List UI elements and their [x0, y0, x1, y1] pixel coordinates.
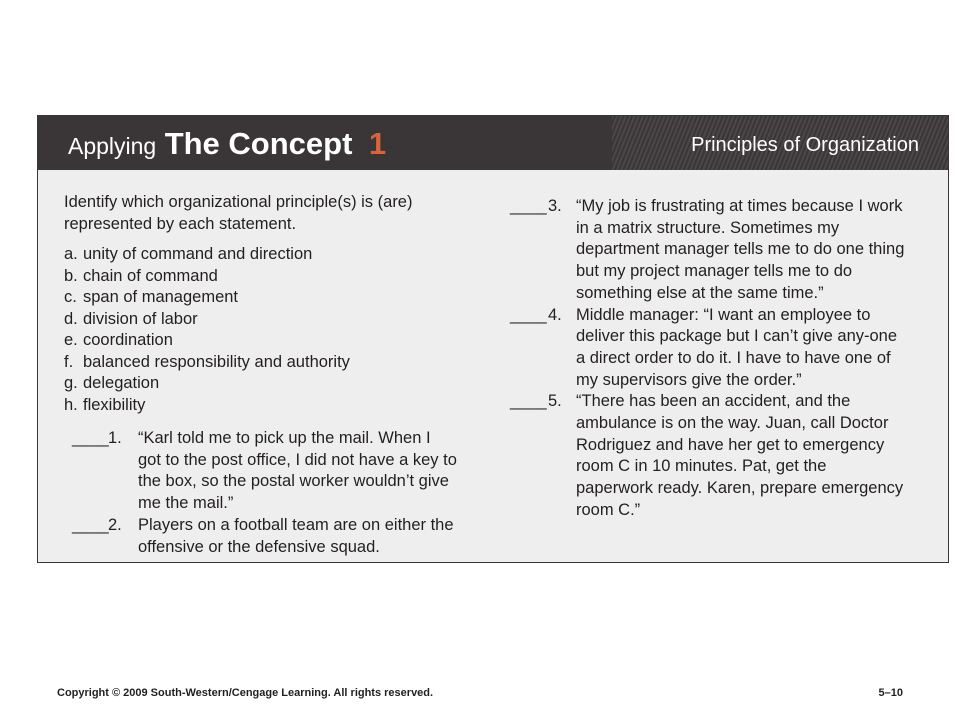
option-item [64, 266, 484, 288]
option-letter: f. [64, 352, 74, 371]
option-text: flexibility [83, 395, 146, 414]
option-letter: d. [64, 309, 78, 328]
question-number: 1. [108, 429, 122, 447]
questions-left [72, 428, 492, 558]
title-prefix: Applying [68, 133, 157, 159]
question-item [510, 196, 930, 305]
option-letter: b. [64, 266, 78, 285]
option-text: balanced responsibility and authority [83, 352, 350, 371]
question-number: 4. [548, 305, 562, 324]
option-item [64, 352, 484, 374]
option-text: span of management [83, 288, 239, 306]
question-item [510, 391, 930, 521]
questions-right [510, 196, 930, 522]
answer-blank: ____ [72, 515, 109, 534]
option-letter: c. [64, 288, 77, 306]
question-number: 5. [548, 392, 562, 411]
option-text: delegation [83, 374, 160, 392]
question-item [72, 515, 492, 558]
copyright-notice: Copyright © 2009 South-Western/Cengage Learning. All rights reserved. [57, 687, 434, 699]
option-letter: a. [64, 245, 78, 263]
answer-blank: ____ [510, 305, 547, 324]
question-text: Middle manager: “I want an employee to deliver this package but I can’t give any-one a direct order to do it. I have to have one of my supervisors give the order.” [576, 305, 898, 389]
question-number: 2. [108, 515, 122, 534]
answer-blank: ____ [510, 392, 547, 411]
option-item [64, 309, 484, 331]
option-item [64, 244, 484, 266]
option-text: coordination [83, 331, 173, 349]
option-text: chain of command [83, 266, 218, 285]
option-item [64, 287, 484, 309]
option-item [64, 395, 484, 417]
question-text: Players on a football team are on either the offensive or the defensive squad. [138, 515, 454, 556]
answer-blank: ____ [510, 197, 547, 215]
option-letter: g. [64, 374, 78, 392]
question-text: “My job is frustrating at times because I work in a matrix structure. Sometimes my department manager tells me to do one thing but my project manager tells me to do something else at the same time.” [576, 197, 905, 302]
question-item [72, 428, 492, 515]
option-item [64, 330, 484, 352]
instructions: Identify which organizational principle(s) is (are) represented by each statement. [64, 193, 413, 233]
option-letter: e. [64, 331, 78, 349]
option-text: division of labor [83, 309, 198, 328]
answer-blank: ____ [72, 429, 109, 447]
question-item [510, 305, 930, 392]
question-text: “There has been an accident, and the ambulance is on the way. Juan, call Doctor Rodriguez and have her get to emergency room C in 10 minutes. Pat, get the paperwork ready. Karen, prepare emergency room C.” [576, 392, 904, 519]
banner-subtitle: Principles of Organization [691, 134, 919, 156]
option-letter: h. [64, 395, 78, 414]
concept-banner [38, 116, 948, 170]
page-number: 5–10 [878, 687, 903, 699]
option-text: unity of command and direction [83, 245, 313, 263]
question-text: “Karl told me to pick up the mail. When I got to the post office, I did not have a key to the box, so the postal worker wouldn’t give me the mail.” [138, 429, 457, 513]
banner-title [68, 124, 386, 170]
question-number: 3. [548, 197, 562, 215]
option-item [64, 373, 484, 395]
title-main: The Concept [164, 126, 353, 161]
title-number: 1 [368, 126, 387, 161]
options-list [64, 244, 484, 416]
concept-box [37, 115, 949, 563]
